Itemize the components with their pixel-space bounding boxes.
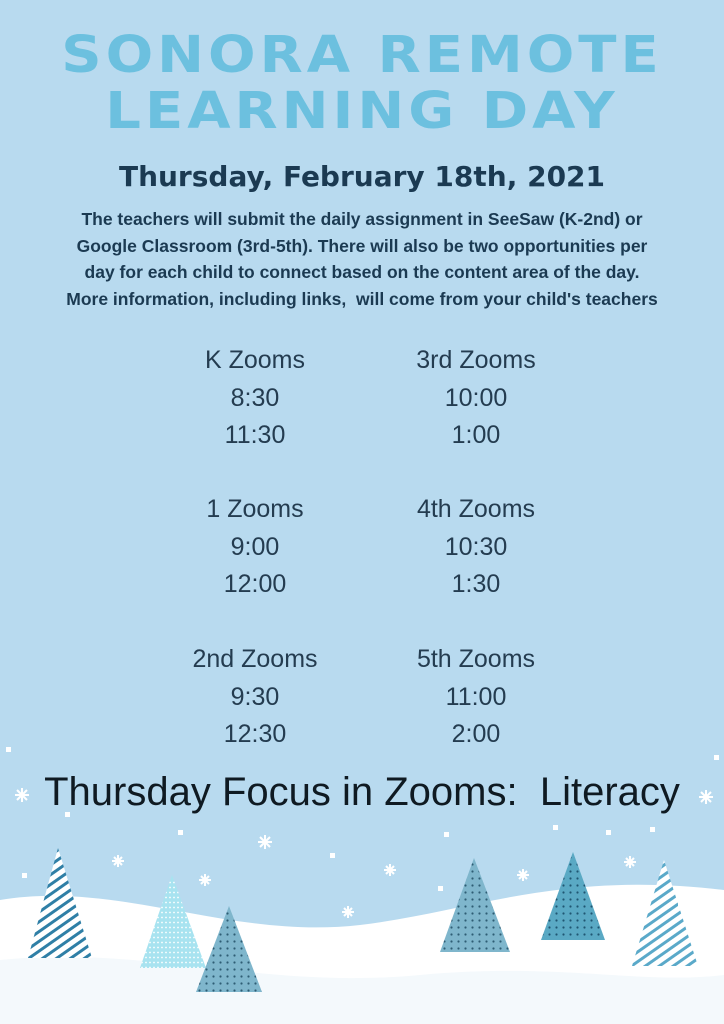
zoom-time: 10:00	[444, 383, 508, 412]
zoom-schedule-k	[165, 342, 345, 455]
zoom-schedule-1st	[165, 491, 345, 604]
poster-title-line-2: LEARNING DAY	[105, 82, 619, 141]
intro-line: day for each child to connect based on the content area of the day.	[84, 262, 640, 282]
focus-subject: Thursday Focus in Zooms: Literacy	[44, 770, 680, 814]
zoom-time: 10:30	[444, 532, 508, 561]
zoom-time: 1:00	[451, 421, 501, 449]
zoom-time: 9:30	[230, 682, 280, 711]
zoom-time: 12:30	[223, 720, 287, 748]
zoom-heading: 5th Zooms	[416, 645, 536, 673]
zoom-heading: 1 Zooms	[206, 495, 304, 523]
zoom-time: 11:30	[224, 421, 286, 449]
intro-line: Google Classroom (3rd-5th). There will also be two opportunities per	[76, 235, 648, 256]
zoom-schedule-5th	[386, 641, 566, 754]
zoom-heading: 4th Zooms	[416, 495, 536, 523]
intro-line: More information, including links, will come from your child's teachers	[66, 288, 658, 309]
zoom-time: 8:30	[230, 383, 280, 412]
zoom-heading: 3rd Zooms	[416, 346, 536, 374]
zoom-time: 11:00	[445, 682, 507, 711]
intro-line: The teachers will submit the daily assignment in SeeSaw (K-2nd) or	[81, 209, 643, 229]
zoom-heading: 2nd Zooms	[192, 645, 318, 673]
zoom-schedule-4th	[386, 491, 566, 604]
zoom-time: 2:00	[451, 720, 501, 748]
event-date: Thursday, February 18th, 2021	[118, 160, 606, 193]
poster-title-line-1: SONORA REMOTE	[61, 26, 663, 85]
zoom-time: 9:00	[230, 532, 280, 561]
zoom-schedule-3rd	[386, 342, 566, 455]
zoom-time: 1:30	[451, 570, 501, 598]
zoom-heading: K Zooms	[204, 346, 306, 374]
zoom-time: 12:00	[223, 570, 287, 598]
zoom-schedule-2nd	[165, 641, 345, 754]
intro-paragraph	[0, 206, 724, 312]
